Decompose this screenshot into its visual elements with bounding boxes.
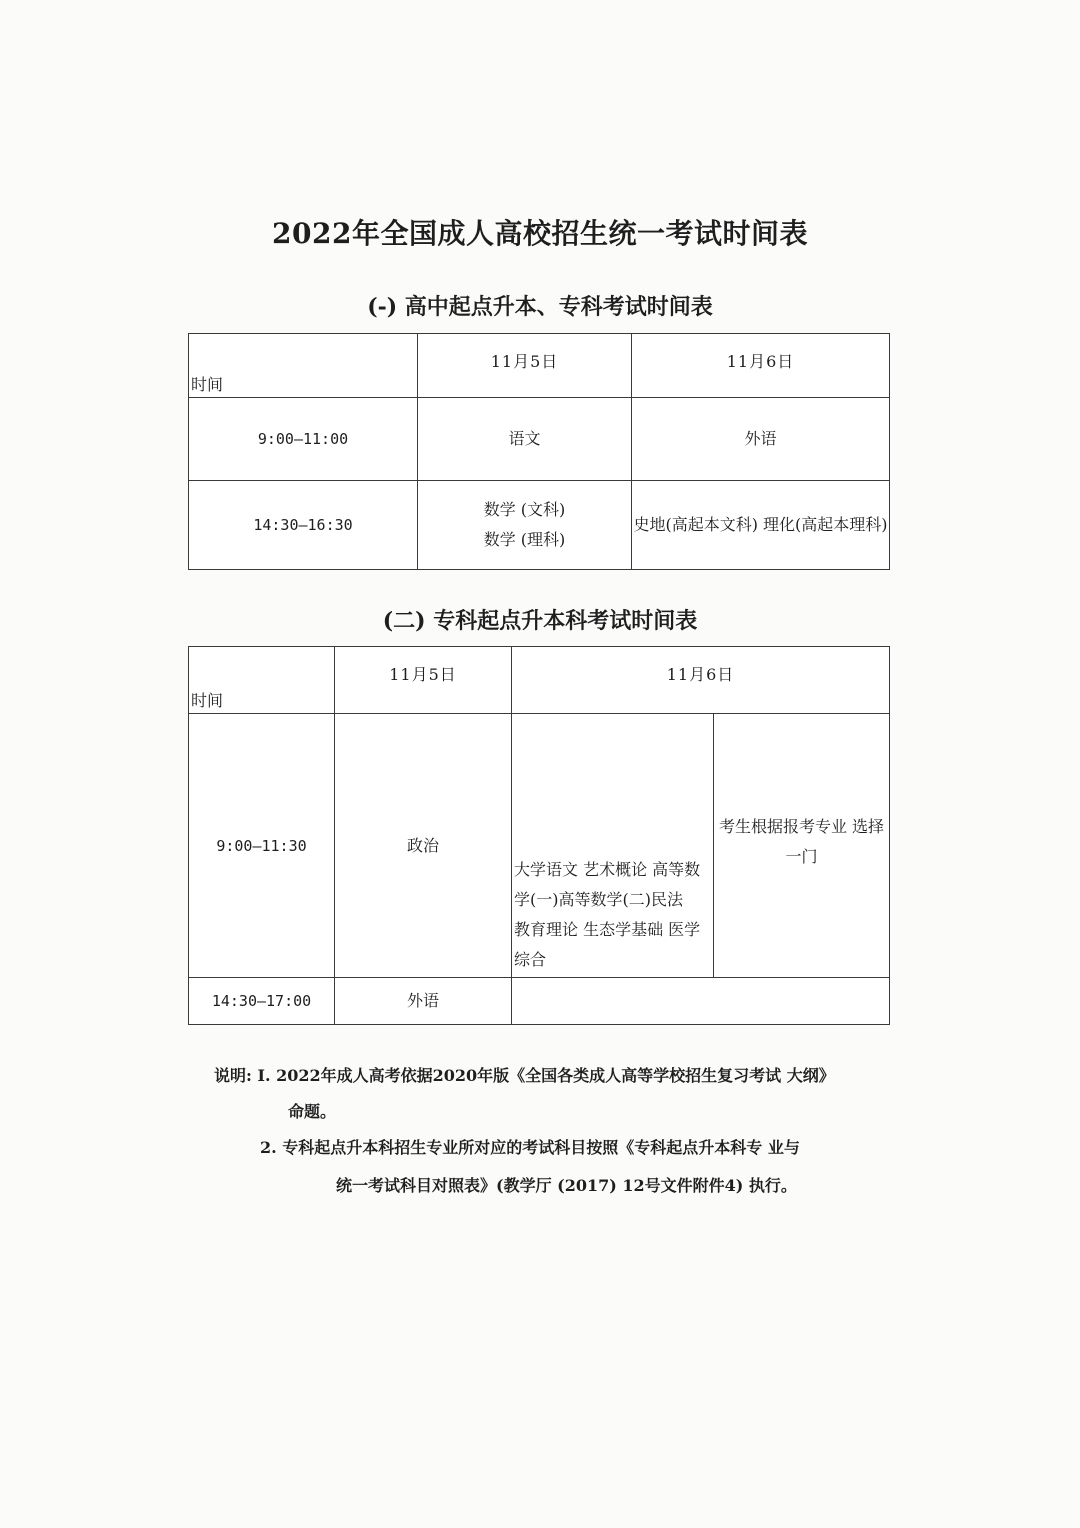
date-label: 11月5日: [490, 352, 559, 371]
subject-list-cell: [512, 714, 714, 978]
table-header-row: [189, 647, 890, 714]
section1-heading: (-) 高中起点升本、专科考试时间表: [367, 294, 713, 320]
table-row: [189, 481, 890, 570]
subject-cell: 外语: [335, 978, 512, 1025]
subject-cell: 史地(高起本文科) 理化(高起本理科): [632, 481, 890, 570]
date-header-cell: [512, 647, 890, 714]
note-line: 2. 专科起点升本科招生专业所对应的考试科目按照《专科起点升本科专 业与: [260, 1138, 800, 1157]
date-label: 11月6日: [726, 352, 795, 371]
date-label: 11月5日: [389, 665, 457, 684]
date-label: 11月6日: [666, 665, 735, 684]
date-header-cell: [335, 647, 512, 714]
table-row: [189, 714, 890, 978]
subject-cell: 语文: [418, 398, 632, 481]
selection-note-cell: [714, 714, 890, 978]
table-row: [189, 398, 890, 481]
schedule-table-1: [188, 333, 890, 570]
selection-note: 考生根据报考专业 选择一门: [718, 816, 885, 866]
time-slot: 14:30—17:00: [189, 978, 335, 1025]
date-header-cell: [632, 334, 890, 398]
subject-line: 数学 (文科): [483, 500, 566, 519]
note-line: 命题。: [288, 1102, 337, 1121]
time-label: 时间: [191, 691, 224, 710]
subject-cell: 政治: [335, 714, 512, 978]
time-header-cell: [189, 334, 418, 398]
subject-cell: 外语: [632, 398, 890, 481]
subject-list: 大学语文 艺术概论 高等数学(一)高等数学(二)民法: [514, 860, 701, 909]
subject-cell: [418, 481, 632, 570]
table-row: [189, 978, 890, 1025]
time-slot: 14:30—16:30: [189, 481, 418, 570]
note-line: 说明: I. 2022年成人高考依据2020年版《全国各类成人高等学校招生复习考试 大纲》: [214, 1066, 835, 1085]
table-header-row: [189, 334, 890, 398]
time-header-cell: [189, 647, 335, 714]
date-header-cell: [418, 334, 632, 398]
schedule-table-2: [188, 646, 890, 1025]
time-label: 时间: [191, 375, 224, 394]
page-title: 2022年全国成人高校招生统一考试时间表: [272, 217, 808, 250]
subject-line: 数学 (理科): [483, 530, 566, 549]
subject-cell: [512, 978, 890, 1025]
time-slot: 9:00—11:30: [189, 714, 335, 978]
section2-heading: (二) 专科起点升本科考试时间表: [382, 608, 698, 634]
subject-list: 教育理论 生态学基础 医学综合: [514, 920, 701, 969]
time-slot: 9:00—11:00: [189, 398, 418, 481]
note-line: 统一考试科目对照表》(教学厅 (2017) 12号文件附件4) 执行。: [336, 1176, 797, 1195]
